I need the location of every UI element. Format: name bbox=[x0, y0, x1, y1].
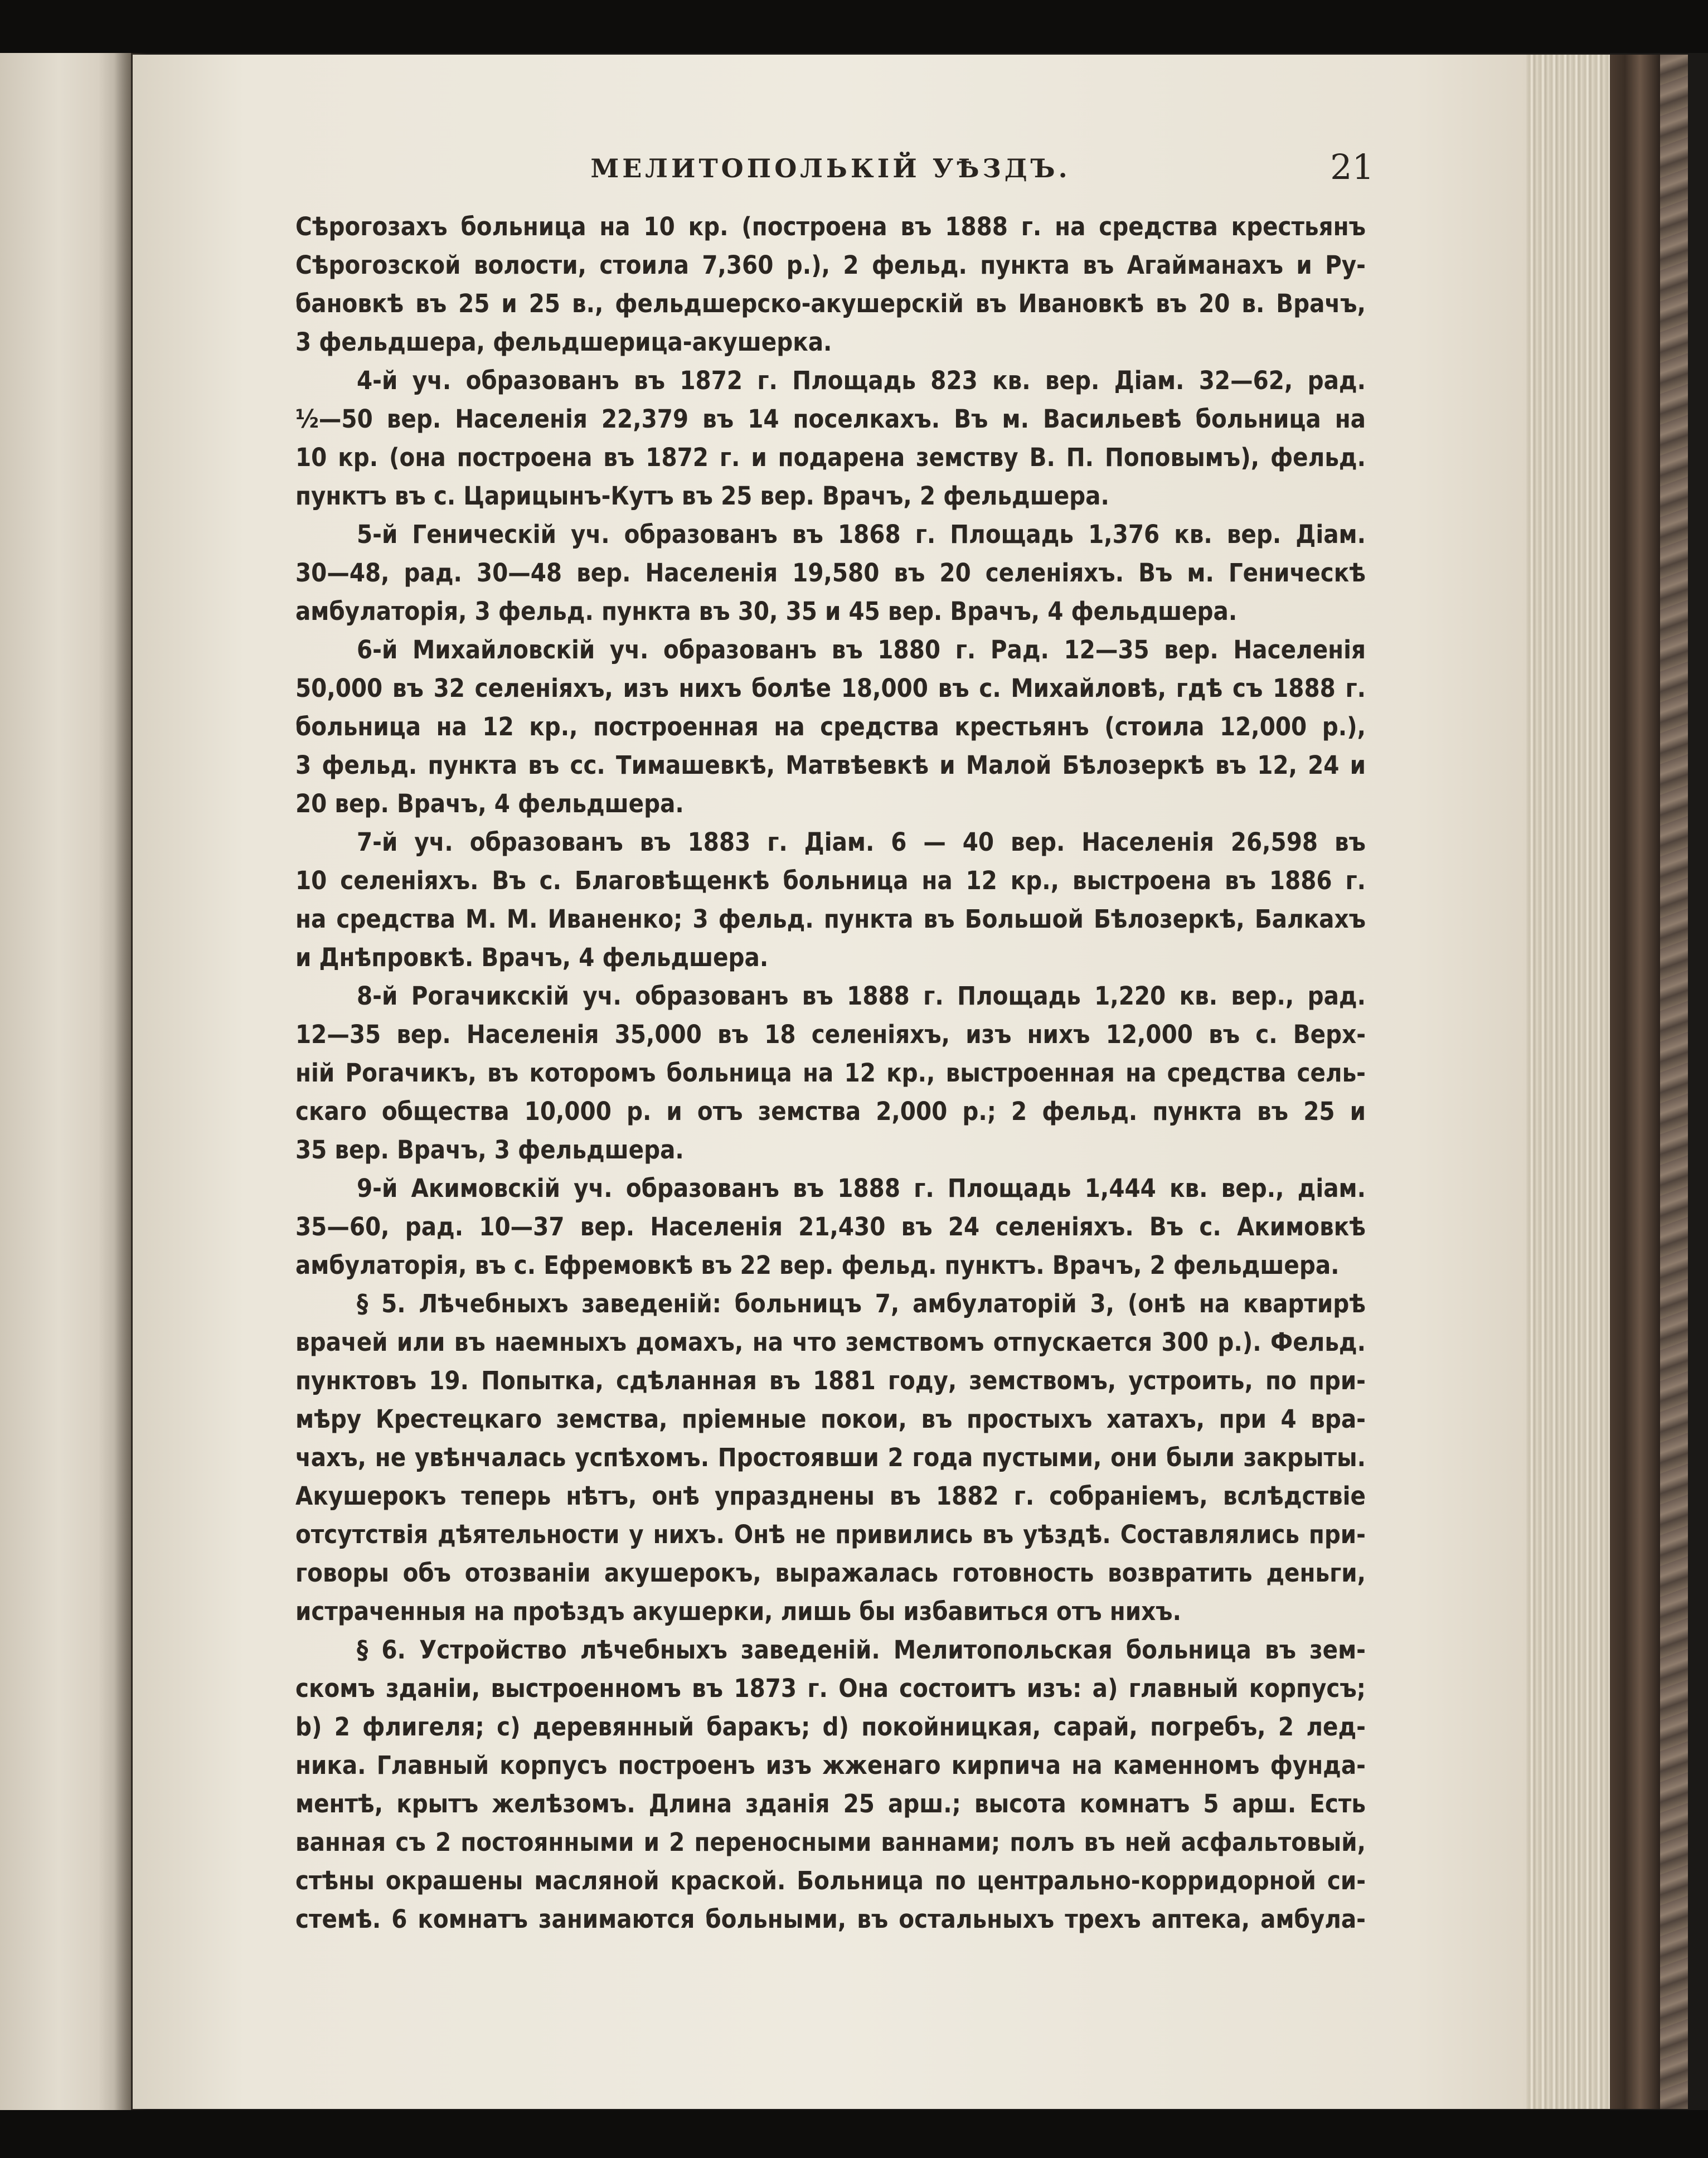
text-line: амбулаторія, въ с. Ефремовкѣ въ 22 вер. фельд. пунктъ. Врачъ, 2 фельдшера. bbox=[295, 1250, 1340, 1280]
page-edges bbox=[1526, 55, 1610, 2109]
text-line: § 5. Лѣчебныхъ заведеній: больницъ 7, амбулаторій 3, (онѣ на квартирѣ bbox=[357, 1289, 1366, 1318]
text-line: мѣру Крестецкаго земства, пріемные покои, въ простыхъ хатахъ, при 4 вра- bbox=[295, 1404, 1366, 1434]
text-line: врачей или въ наемныхъ домахъ, на что земствомъ отпускается 300 р.). Фельд. bbox=[295, 1327, 1366, 1357]
text-line: 3 фельд. пункта въ сс. Тимашевкѣ, Матвѣевкѣ и Малой Бѣлозеркѣ въ 12, 24 и bbox=[295, 750, 1366, 780]
text-line: 10 селеніяхъ. Въ с. Благовѣщенкѣ больница на 12 кр., выстроена въ 1886 г. bbox=[295, 866, 1366, 895]
body-text bbox=[295, 207, 1366, 1938]
text-line: пунктовъ 19. Попытка, сдѣланная въ 1881 году, земствомъ, устроить, по при- bbox=[295, 1366, 1366, 1395]
text-line: говоры объ отозваніи акушерокъ, выражалась готовность возвратить деньги, bbox=[295, 1558, 1366, 1588]
text-line: 20 вер. Врачъ, 4 фельдшера. bbox=[295, 789, 684, 818]
text-line: 10 кр. (она построена въ 1872 г. и подарена земству В. П. Поповымъ), фельд. bbox=[295, 443, 1366, 472]
text-line: чахъ, не увѣнчалась успѣхомъ. Простоявши 2 года пустыми, они были закрыты. bbox=[295, 1443, 1366, 1472]
text-line: ванная съ 2 постоянными и 2 переносными ваннами; полъ въ ней асфальтовый, bbox=[295, 1827, 1366, 1857]
text-line: амбулаторія, 3 фельд. пункта въ 30, 35 и 45 вер. Врачъ, 4 фельдшера. bbox=[295, 597, 1238, 626]
text-line: ½—50 вер. Населенія 22,379 въ 14 поселкахъ. Въ м. Васильевѣ больница на bbox=[295, 404, 1366, 434]
text-line: 5-й Геническій уч. образованъ въ 1868 г. Площадь 1,376 кв. вер. Діам. bbox=[357, 520, 1366, 549]
page-header bbox=[295, 147, 1374, 192]
text-line: и Днѣпровкѣ. Врачъ, 4 фельдшера. bbox=[295, 943, 769, 972]
text-line: 6-й Михайловскій уч. образованъ въ 1880 г. Рад. 12—35 вер. Населенія bbox=[357, 635, 1366, 665]
text-line: 9-й Акимовскій уч. образованъ въ 1888 г. Площадь 1,444 кв. вер., діам. bbox=[357, 1173, 1366, 1203]
marbled-cover bbox=[1660, 55, 1688, 2109]
text-line: 50,000 въ 32 селеніяхъ, изъ нихъ болѣе 18,000 въ с. Михайловѣ, гдѣ съ 1888 г. bbox=[295, 673, 1366, 703]
text-line: скомъ зданіи, выстроенномъ въ 1873 г. Она состоитъ изъ: a) главный корпусъ; bbox=[295, 1674, 1366, 1703]
text-line: ника. Главный корпусъ построенъ изъ жженаго кирпича на каменномъ фунда- bbox=[295, 1750, 1366, 1780]
book-cover bbox=[1610, 55, 1660, 2109]
text-line: отсутствія дѣятельности у нихъ. Онѣ не привились въ уѣздѣ. Составлялись при- bbox=[295, 1520, 1366, 1549]
text-line: Сѣрогозахъ больница на 10 кр. (построена въ 1888 г. на средства крестьянъ bbox=[295, 212, 1366, 241]
text-line: ній Рогачикъ, въ которомъ больница на 12 кр., выстроенная на средства сель- bbox=[295, 1058, 1366, 1088]
text-line: § 6. Устройство лѣчебныхъ заведеній. Мелитопольская больница въ зем- bbox=[357, 1635, 1366, 1665]
page-number: 21 bbox=[1330, 147, 1374, 187]
text-line: 35 вер. Врачъ, 3 фельдшера. bbox=[295, 1135, 684, 1165]
running-head: МЕЛИТОПОЛЬКІЙ УѢЗДЪ. bbox=[590, 153, 1071, 183]
text-line: пунктъ въ с. Царицынъ-Кутъ въ 25 вер. Врачъ, 2 фельдшера. bbox=[295, 481, 1109, 511]
text-line: 4-й уч. образованъ въ 1872 г. Площадь 823 кв. вер. Діам. 32—62, рад. bbox=[357, 366, 1366, 395]
text-line: 30—48, рад. 30—48 вер. Населенія 19,580 въ 20 селеніяхъ. Въ м. Геническѣ bbox=[295, 558, 1366, 588]
text-line: b) 2 флигеля; c) деревянный баракъ; d) покойницкая, сарай, погребъ, 2 лед- bbox=[295, 1712, 1366, 1742]
text-line: 3 фельдшера, фельдшерица-акушерка. bbox=[295, 327, 832, 357]
text-line: скаго общества 10,000 р. и отъ земства 2,000 р.; 2 фельд. пункта въ 25 и bbox=[295, 1097, 1366, 1126]
text-line: 12—35 вер. Населенія 35,000 въ 18 селеніяхъ, изъ нихъ 12,000 въ с. Верх- bbox=[295, 1020, 1366, 1049]
left-page-edge bbox=[0, 53, 131, 2110]
text-line: Акушерокъ теперь нѣтъ, онѣ упразднены въ 1882 г. собраніемъ, вслѣдствіе bbox=[295, 1481, 1366, 1511]
text-line: 35—60, рад. 10—37 вер. Населенія 21,430 въ 24 селеніяхъ. Въ с. Акимовкѣ bbox=[295, 1212, 1366, 1242]
text-line: Сѣрогозской волости, стоила 7,360 р.), 2 фельд. пункта въ Агайманахъ и Ру- bbox=[295, 250, 1366, 280]
text-line: на средства М. М. Иваненко; 3 фельд. пункта въ Большой Бѣлозеркѣ, Балкахъ bbox=[295, 904, 1366, 934]
text-line: бановкѣ въ 25 и 25 в., фельдшерско-акушерскій въ Ивановкѣ въ 20 в. Врачъ, bbox=[295, 289, 1366, 318]
text-line: стемѣ. 6 комнатъ занимаются больными, въ остальныхъ трехъ аптека, амбула- bbox=[295, 1904, 1366, 1934]
text-line: 7-й уч. образованъ въ 1883 г. Діам. 6 — 40 вер. Населенія 26,598 въ bbox=[357, 827, 1366, 857]
text-line: стѣны окрашены масляной краской. Больница по центрально-корридорной си- bbox=[295, 1866, 1366, 1895]
text-line: больница на 12 кр., построенная на средства крестьянъ (стоила 12,000 р.), bbox=[295, 712, 1366, 741]
text-line: истраченныя на проѣздъ акушерки, лишь бы избавиться отъ нихъ. bbox=[295, 1597, 1181, 1626]
text-line: 8-й Рогачикскій уч. образованъ въ 1888 г. Площадь 1,220 кв. вер., рад. bbox=[357, 981, 1366, 1011]
text-line: ментѣ, крытъ желѣзомъ. Длина зданія 25 арш.; высота комнатъ 5 арш. Есть bbox=[295, 1789, 1366, 1818]
